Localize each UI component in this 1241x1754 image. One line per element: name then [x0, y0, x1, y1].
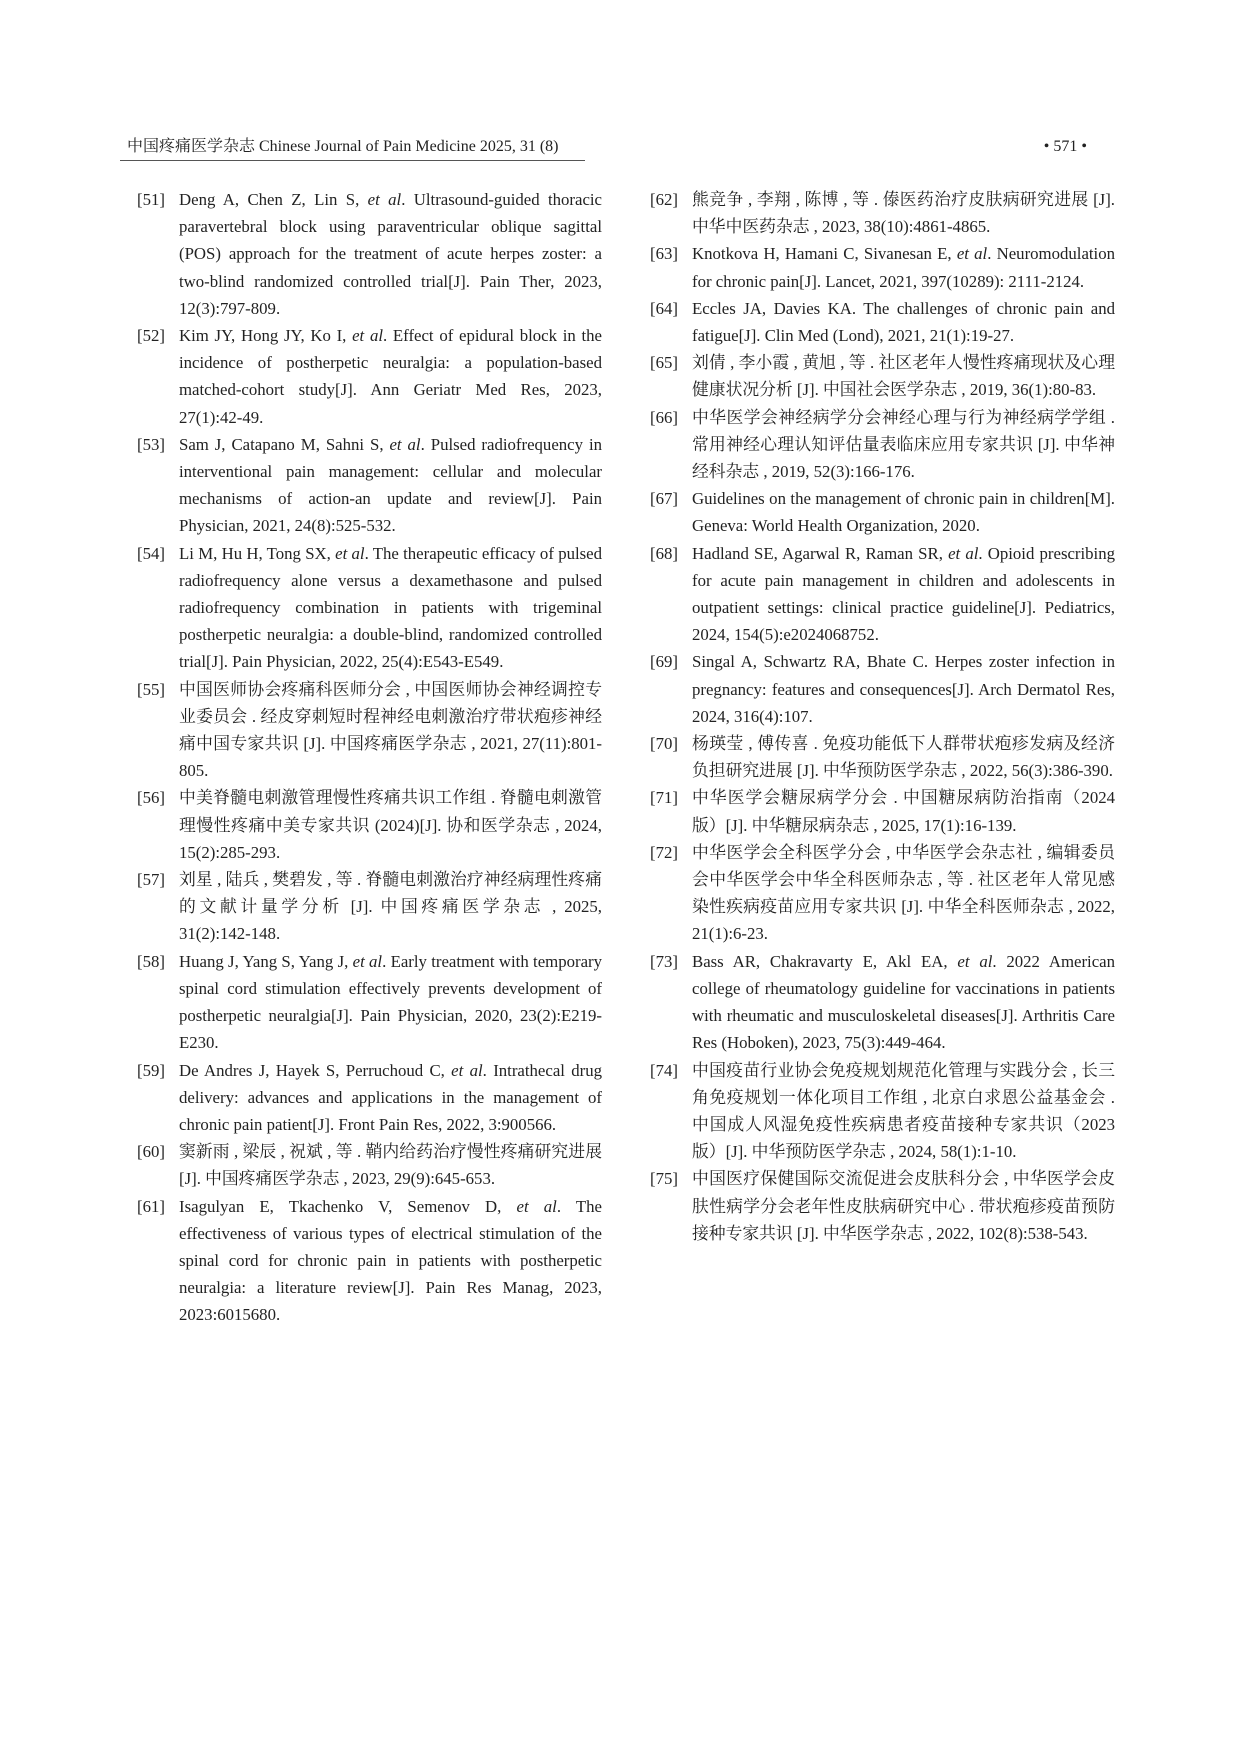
reference-text [692, 295, 1115, 349]
reference-text [692, 186, 1115, 240]
reference-text [692, 240, 1115, 294]
reference-item [650, 349, 1115, 403]
reference-number: [71] [650, 788, 678, 808]
reference-text-rest: . Ultrasound-guided thoracic paravertebral block using paraventricular oblique sagittal (POS) approach for the treatment of acute herpes zoster: a two-blind randomized controlled trial[J]. Pain Ther, 2023, 12(3):797-809. [179, 190, 603, 318]
reference-column-right [650, 186, 1115, 1247]
reference-text [692, 948, 1115, 1057]
reference-item [137, 784, 602, 866]
reference-number: [66] [650, 407, 678, 427]
et-al: et al [389, 434, 421, 454]
reference-text-main: Deng A, Chen Z, Lin S, [179, 190, 368, 209]
reference-text-rest: . Early treatment with temporary spinal cord stimulation effectively prevents development of postherpetic neuralgia[J]. Pain Physician, 2020, 23(2):E219-E230. [179, 951, 602, 1053]
reference-text-main: Sam J, Catapano M, Sahni S, [179, 434, 390, 454]
reference-text [692, 404, 1115, 486]
reference-text-main: 窦新雨 , 梁辰 , 祝斌 , 等 . 鞘内给药治疗慢性疼痛研究进展 [J]. 中国疼痛医学杂志 , 2023, 29(9):645-653. [179, 1142, 602, 1189]
reference-number: [65] [650, 353, 678, 373]
reference-number: [63] [650, 244, 678, 264]
reference-number: [58] [137, 951, 165, 971]
reference-text-main: 中国医疗保健国际交流促进会皮肤科分会 , 中华医学会皮肤性病学分会老年性皮肤病研究中心 . 带状疱疹疫苗预防接种专家共识 [J]. 中华医学杂志 , 2022, 102(8):538-543. [692, 1169, 1115, 1243]
reference-number: [52] [137, 326, 165, 346]
reference-number: [59] [137, 1060, 165, 1080]
reference-text [179, 948, 602, 1057]
reference-item [137, 866, 602, 948]
reference-text [692, 648, 1115, 730]
reference-number: [55] [137, 679, 165, 699]
reference-text [179, 186, 602, 322]
reference-text-rest: . Intrathecal drug delivery: advances and applications in the management of chronic pain patient[J]. Front Pain Res, 2022, 3:900566. [179, 1060, 603, 1134]
reference-item [650, 1165, 1115, 1247]
reference-text-main: Kim JY, Hong JY, Ko I, [179, 326, 353, 346]
reference-text [179, 1057, 602, 1139]
reference-text-main: Hadland SE, Agarwal R, Raman SR, [692, 543, 949, 563]
reference-item [650, 295, 1115, 349]
reference-text [692, 485, 1115, 539]
reference-item [137, 540, 602, 676]
page-number: • 571 • [1043, 138, 1087, 155]
reference-item [650, 648, 1115, 730]
reference-text [692, 349, 1115, 403]
reference-number: [62] [650, 190, 678, 209]
reference-number: [51] [137, 190, 165, 209]
reference-text-main: 刘星 , 陆兵 , 樊碧发 , 等 . 脊髓电刺激治疗神经病理性疼痛的文献计量学分析 [J]. 中国疼痛医学杂志 , 2025, 31(2):142-148. [179, 870, 602, 944]
reference-number: [70] [650, 734, 678, 754]
reference-text-main: Li M, Hu H, Tong SX, [179, 543, 336, 563]
header-rule [120, 160, 585, 161]
et-al: et al [352, 326, 383, 346]
reference-text-main: Guidelines on the management of chronic pain in children[M]. Geneva: World Health Organization, 2020. [692, 489, 1115, 536]
reference-item [137, 1193, 602, 1329]
reference-text-main: Singal A, Schwartz RA, Bhate C. Herpes zoster infection in pregnancy: features and consequences[J]. Arch Dermatol Res, 2024, 316(4):107. [692, 652, 1115, 726]
reference-text [692, 784, 1115, 838]
reference-text [179, 784, 602, 866]
reference-text [692, 730, 1115, 784]
reference-text-main: 中华医学会糖尿病学分会 . 中国糖尿病防治指南（2024 版）[J]. 中华糖尿病杂志 , 2025, 17(1):16-139. [692, 788, 1115, 835]
reference-text-main: 中美脊髓电刺激管理慢性疼痛共识工作组 . 脊髓电刺激管理慢性疼痛中美专家共识 (2024)[J]. 协和医学杂志 , 2024, 15(2):285-293. [179, 788, 602, 862]
reference-text-rest: . The therapeutic efficacy of pulsed radiofrequency alone versus a dexamethasone and pulsed radiofrequency combination in patients with trigeminal postherpetic neuralgia: a double-blind, randomized controlled trial[J]. Pain Physician, 2022, 25(4):E543-E549. [179, 543, 603, 672]
reference-text-main: 中华医学会全科医学分会 , 中华医学会杂志社 , 编辑委员会中华医学会中华全科医师杂志 , 等 . 社区老年人常见感染性疾病疫苗应用专家共识 [J]. 中华全科医师杂志 , 2022, 21(1):6-23. [692, 842, 1115, 944]
reference-text-main: Bass AR, Chakravarty E, Akl EA, [692, 951, 958, 971]
reference-text [179, 1193, 602, 1329]
running-header [127, 135, 1117, 163]
reference-text-main: Knotkova H, Hamani C, Sivanesan E, [692, 244, 957, 264]
reference-number: [64] [650, 298, 678, 318]
et-al: et al [335, 543, 365, 563]
reference-item [650, 730, 1115, 784]
reference-number: [57] [137, 870, 165, 890]
reference-text-main: Eccles JA, Davies KA. The challenges of chronic pain and fatigue[J]. Clin Med (Lond), 2021, 21(1):19-27. [692, 298, 1115, 346]
reference-number: [56] [137, 788, 165, 808]
reference-text-main: 中国疫苗行业协会免疫规划规范化管理与实践分会 , 长三角免疫规划一体化项目工作组 , 北京白求恩公益基金会 . 中国成人风湿免疫性疾病患者疫苗接种专家共识（2023 版）[J]. 中华预防医学杂志 , 2024, 58(1):1-10. [692, 1060, 1115, 1162]
reference-number: [68] [650, 543, 678, 563]
reference-item [650, 839, 1115, 948]
reference-text-rest: . Pulsed radiofrequency in interventional pain management: cellular and molecular mechanisms of action-an update and review[J]. Pain Physician, 2021, 24(8):525-532. [179, 434, 602, 536]
reference-number: [67] [650, 489, 678, 509]
reference-text [692, 839, 1115, 948]
reference-item [137, 1138, 602, 1192]
journal-title: 中国疼痛医学杂志 Chinese Journal of Pain Medicine 2025, 31 (8) [127, 138, 559, 155]
reference-number: [75] [650, 1169, 678, 1189]
reference-text-main: 刘倩 , 李小霞 , 黄旭 , 等 . 社区老年人慢性疼痛现状及心理健康状况分析 [J]. 中国社会医学杂志 , 2019, 36(1):80-83. [692, 353, 1115, 400]
et-al: et al [956, 244, 988, 264]
reference-text-rest: . Effect of epidural block in the incidence of postherpetic neuralgia: a population-based matched-cohort study[J]. Ann Geriatr Med Res, 2023, 27(1):42-49. [179, 326, 602, 427]
reference-item [650, 404, 1115, 486]
reference-number: [54] [137, 543, 165, 563]
reference-text [692, 1057, 1115, 1166]
reference-text [179, 866, 602, 948]
reference-item [650, 186, 1115, 240]
reference-text [179, 1138, 602, 1192]
reference-item [137, 431, 602, 540]
reference-text-rest: . 2022 American college of rheumatology guideline for vaccinations in patients with rheumatic and musculoskeletal diseases[J]. Arthritis Care Res (Hoboken), 2023, 75(3):449-464. [692, 951, 1115, 1053]
reference-text [179, 431, 602, 540]
reference-text-main: 中国医师协会疼痛科医师分会 , 中国医师协会神经调控专业委员会 . 经皮穿刺短时程神经电刺激治疗带状疱疹神经痛中国专家共识 [J]. 中国疼痛医学杂志 , 2021, 27(11):801-805. [179, 679, 602, 781]
reference-number: [74] [650, 1060, 678, 1080]
reference-text-main: 熊竞争 , 李翔 , 陈博 , 等 . 傣医药治疗皮肤病研究进展 [J]. 中华中医药杂志 , 2023, 38(10):4861-4865. [692, 190, 1115, 237]
reference-text-main: 中华医学会神经病学分会神经心理与行为神经病学学组 . 常用神经心理认知评估量表临床应用专家共识 [J]. 中华神经科杂志 , 2019, 52(3):166-176. [692, 407, 1115, 482]
reference-item [137, 676, 602, 785]
reference-number: [72] [650, 842, 678, 862]
reference-text [179, 322, 602, 431]
et-al: et al [948, 543, 979, 563]
reference-item [650, 485, 1115, 539]
reference-item [137, 948, 602, 1057]
reference-item [650, 540, 1115, 649]
reference-text [179, 540, 602, 676]
reference-item [650, 1057, 1115, 1166]
et-al: et al [516, 1196, 557, 1216]
et-al: et al [352, 951, 383, 971]
reference-item [650, 240, 1115, 294]
reference-item [650, 784, 1115, 838]
reference-text-rest: . Neuromodulation for chronic pain[J]. Lancet, 2021, 397(10289): 2111-2124. [692, 244, 1115, 291]
reference-column-left [137, 186, 602, 1329]
reference-item [137, 322, 602, 431]
reference-text [179, 676, 602, 785]
reference-number: [60] [137, 1142, 165, 1162]
reference-item [137, 1057, 602, 1139]
reference-text [692, 540, 1115, 649]
reference-number: [69] [650, 652, 678, 672]
reference-item [650, 948, 1115, 1057]
reference-text-main: Isagulyan E, Tkachenko V, Semenov D, [179, 1196, 517, 1216]
reference-text [692, 1165, 1115, 1247]
et-al: et al [451, 1060, 483, 1080]
reference-number: [53] [137, 434, 165, 454]
reference-text-rest: . Opioid prescribing for acute pain management in children and adolescents in outpatient settings: clinical practice guideline[J]. Pediatrics, 2024, 154(5):e2024068752. [692, 543, 1116, 645]
reference-text-main: 杨瑛莹 , 傅传喜 . 免疫功能低下人群带状疱疹发病及经济负担研究进展 [J]. 中华预防医学杂志 , 2022, 56(3):386-390. [692, 734, 1115, 781]
reference-text-main: De Andres J, Hayek S, Perruchoud C, [179, 1060, 452, 1080]
reference-item [137, 186, 602, 322]
reference-number: [61] [137, 1196, 165, 1216]
reference-text-rest: . The effectiveness of various types of electrical stimulation of the spinal cord for chronic pain in patients with postherpetic neuralgia: a literature review[J]. Pain Res Manag, 2023, 2023:6015680. [179, 1196, 602, 1325]
reference-number: [73] [650, 951, 678, 971]
et-al: et al [957, 951, 993, 971]
et-al: et al [367, 190, 402, 209]
reference-text-main: Huang J, Yang S, Yang J, [179, 951, 353, 971]
